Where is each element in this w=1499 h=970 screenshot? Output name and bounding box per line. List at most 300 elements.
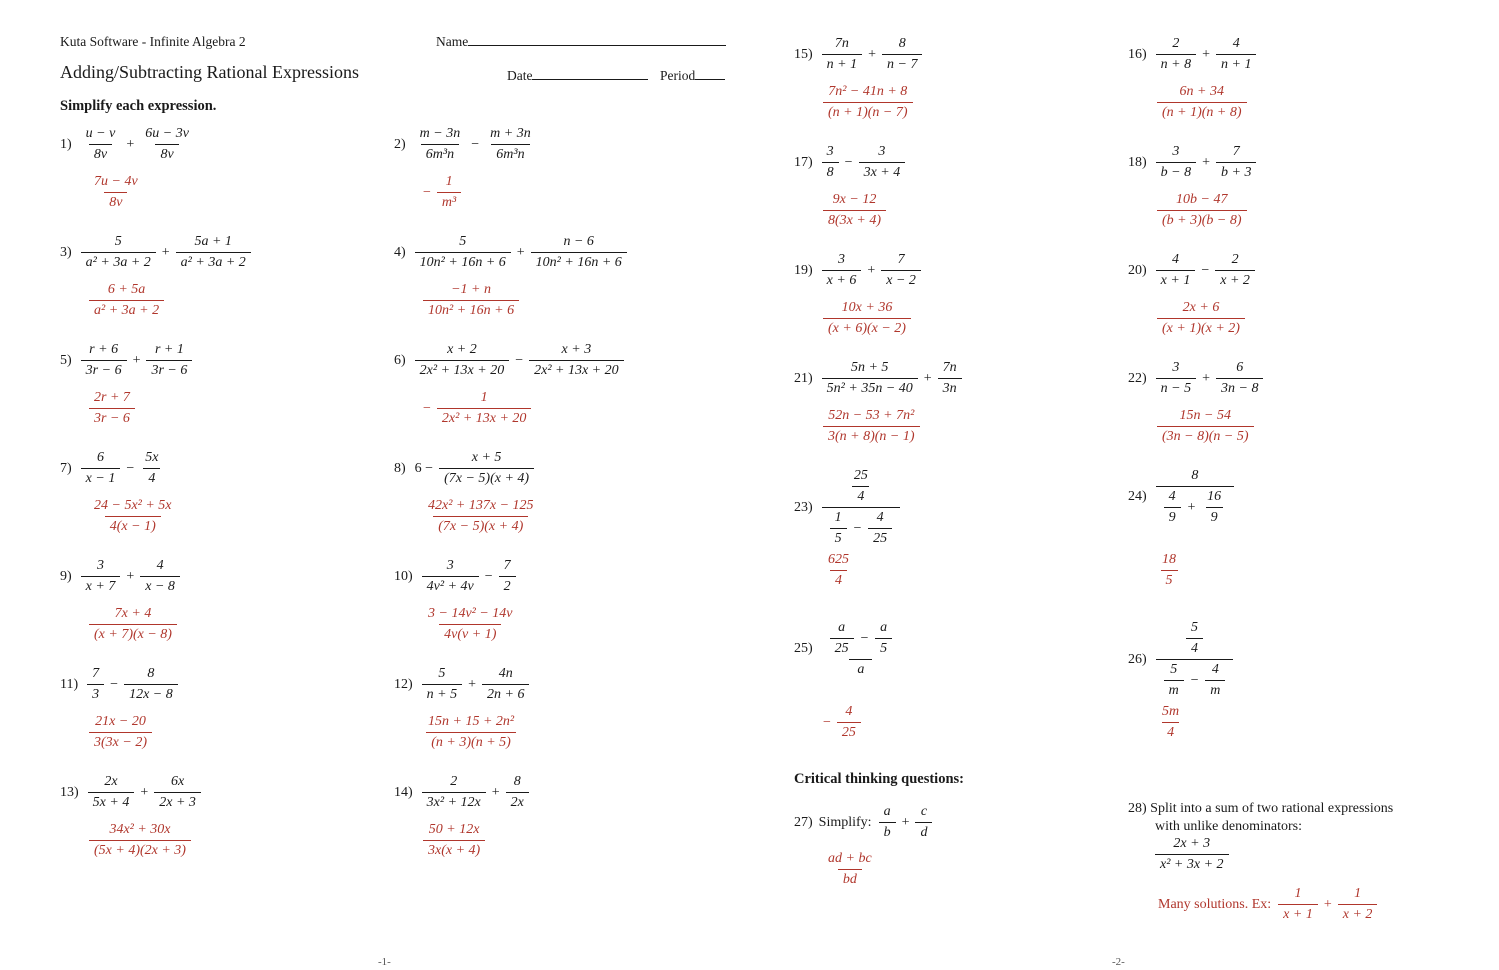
denominator: a² + 3a + 2 [81,252,156,271]
answer-9 [86,606,180,643]
fraction [1157,84,1247,121]
fraction [823,84,913,121]
denominator: 2n + 6 [482,684,529,703]
fraction [1216,144,1256,181]
fraction [823,192,886,229]
instructions: Simplify each expression. [60,98,217,114]
denominator: x + 2 [1215,270,1255,289]
fraction [415,234,511,271]
numerator: 10b − 47 [1176,192,1228,207]
fraction [423,498,539,535]
math-operator: + [1202,370,1211,386]
math-operator: − [844,154,853,170]
problem-26 [1128,620,1236,699]
problem-4 [394,234,630,271]
numerator [841,468,881,507]
denominator: 10n² + 16n + 6 [531,252,627,271]
fraction [439,450,534,487]
numerator: 5 [459,234,467,249]
numerator: 4 [876,510,884,525]
numerator: 2x [104,774,118,789]
fraction [875,620,892,657]
answer-23 [820,552,857,589]
fraction [1164,489,1181,526]
answer-7 [86,498,180,535]
problem-expression [1153,360,1267,397]
numerator: 25 [853,468,868,483]
q27-expression [876,804,936,841]
problem-number: 17) [794,154,813,170]
denominator: 12x − 8 [124,684,178,703]
fraction [1186,620,1203,657]
fraction [822,252,862,289]
q28-answer-text: Many solutions. Ex: [1158,896,1272,912]
fraction [1156,252,1196,289]
problem-number: 22) [1128,370,1147,386]
numerator: 50 + 12x [428,822,480,837]
q28-expression [1152,836,1232,873]
numerator: 7n² − 41n + 8 [828,84,908,99]
problem-number: 16) [1128,46,1147,62]
denominator: x + 6 [822,270,862,289]
problem-number: 7) [60,460,72,476]
numerator: 2x + 3 [1173,836,1211,851]
answer-8 [420,498,542,535]
critical-thinking-heading: Critical thinking questions: [794,771,964,787]
fraction [89,390,135,427]
numerator: 1 [834,510,842,525]
numerator: 4 [1172,252,1179,267]
fraction [1164,662,1184,699]
fraction [1156,144,1196,181]
problem-5 [60,342,195,379]
numerator: 1 [445,174,453,189]
fraction [938,360,962,397]
problem-19 [794,252,924,289]
fraction [822,468,900,547]
fraction [882,36,922,73]
numerator [822,620,900,659]
denominator: n + 8 [1156,54,1196,73]
worksheet-title: Adding/Subtracting Rational Expressions [60,62,359,82]
fraction [499,558,516,595]
denominator: 5 [875,638,892,657]
math-operator: + [126,568,135,584]
answer-6 [420,390,534,427]
numerator [1178,620,1211,659]
denominator: (n + 1)(n − 7) [823,102,913,121]
denominator: 6m³n [491,144,529,163]
numerator: 4n [498,666,513,681]
fraction [81,126,121,163]
denominator: (x + 1)(x + 2) [1157,318,1245,337]
denominator: n − 7 [882,54,922,73]
fraction [124,666,178,703]
denominator: 25 [837,722,861,741]
problem-number: 3) [60,244,72,260]
problem-21 [794,360,965,397]
denominator: 3r − 6 [81,360,127,379]
problem-number: 11) [60,676,79,692]
numerator: a [883,804,891,819]
fraction [415,126,466,163]
math-operator: + [1323,896,1332,912]
problem-27 [794,804,935,841]
numerator: 6u − 3v [145,126,189,141]
numerator: 3 [1172,360,1180,375]
q27-answer [820,851,880,888]
q28-answer-expression [1275,886,1380,923]
math-operator: 8 [1191,468,1199,483]
denominator: 4v(v + 1) [439,624,501,643]
fraction [1278,886,1318,923]
problem-23 [794,468,903,547]
problem-expression [819,36,926,73]
fraction [822,36,862,73]
numerator: 8 [513,774,521,789]
numerator: 7n [834,36,849,51]
problem-number: 9) [60,568,72,584]
answer-16 [1154,84,1250,121]
fraction [423,606,518,643]
numerator: 2 [1231,252,1239,267]
numerator: 2r + 7 [94,390,130,405]
q28-line1: Split into a sum of two rational expressions [1150,801,1394,816]
denominator: (3n − 8)(n − 5) [1157,426,1254,445]
numerator: 3 [97,558,104,573]
denominator: b − 8 [1156,162,1196,181]
denominator: 3r − 6 [146,360,192,379]
problem-expression [78,342,196,379]
problem-expression [412,126,539,163]
q28-line2: with unlike denominators: [1155,819,1302,834]
fraction [1156,468,1234,526]
fraction [823,408,920,445]
fraction [422,558,479,595]
numerator: 2x + 6 [1182,300,1220,315]
fraction [89,174,143,211]
denominator: 3x + 4 [859,162,906,181]
fraction [81,450,121,487]
numerator: 3 [446,558,454,573]
problem-25 [794,620,903,678]
name-line [468,45,726,46]
numerator: 7u − 4v [94,174,138,189]
fraction [531,234,627,271]
denominator: 3r − 6 [89,408,135,427]
math-operator: − [110,676,119,692]
problem-16 [1128,36,1259,73]
fraction [87,666,104,703]
math-operator: − [823,714,831,730]
denominator: 4 [143,468,160,487]
numerator: ad + bc [828,851,872,866]
denominator: (x + 7)(x − 8) [89,624,177,643]
math-operator: − [126,460,135,476]
math-operator: − [423,400,431,416]
numerator: 4 [1232,36,1240,51]
math-operator: − [859,630,870,646]
problem-expression [85,774,204,811]
problem-number: 23) [794,499,813,515]
fraction [1216,360,1263,397]
numerator: 625 [828,552,849,567]
problem-number: 26) [1128,651,1147,667]
math-operator: + [901,814,910,830]
denominator: 4 [1162,722,1179,741]
problem-28 [1128,801,1393,817]
denominator: (b + 3)(b − 8) [1157,210,1247,229]
fraction [81,234,156,271]
numerator: 7 [503,558,511,573]
numerator: 3 [838,252,845,267]
fraction [81,558,121,595]
numerator: r + 1 [154,342,184,357]
fraction [837,704,861,741]
fraction [437,174,461,211]
fraction [423,714,519,751]
problem-14 [394,774,532,811]
numerator: 1 [1354,886,1362,901]
problem-number: 12) [394,676,413,692]
math-operator: + [140,784,149,800]
numerator: 16 [1207,489,1222,504]
answer-11 [86,714,155,751]
math-operator: a [857,662,865,677]
problem-7 [60,450,166,487]
numerator: 9x − 12 [832,192,877,207]
answer-17 [820,192,889,229]
problem-15 [794,36,925,73]
denominator [1156,486,1234,526]
math-operator: + [161,244,170,260]
problem-expression [78,126,197,163]
denominator: x + 1 [1156,270,1196,289]
math-operator: − [852,520,863,536]
numerator: x + 2 [447,342,477,357]
denominator: 5 [830,528,847,547]
publisher-label: Kuta Software - Infinite Algebra 2 [60,34,246,49]
answer-20 [1154,300,1248,337]
fraction [140,450,163,487]
denominator: n − 5 [1156,378,1196,397]
denominator: 8v [89,144,112,163]
problem-10 [394,558,519,595]
problem-expression [419,774,532,811]
denominator: x − 1 [81,468,121,487]
fraction [830,620,854,657]
numerator: 3 [1172,144,1180,159]
problem-number: 21) [794,370,813,386]
numerator: 4 [1211,662,1219,677]
problem-17 [794,144,908,181]
denominator: 4v² + 4v [422,576,479,595]
numerator: 4 [156,558,164,573]
math-operator: 6 − [414,460,434,476]
name-label: Name [436,34,469,49]
numerator: 2 [450,774,458,789]
period-field [660,68,725,84]
numerator: 52n − 53 + 7n² [828,408,915,423]
problem-expression [1153,620,1237,699]
numerator: m − 3n [419,126,461,141]
fraction [1157,192,1247,229]
math-operator: − [1201,262,1210,278]
numerator: 15n − 54 [1179,408,1231,423]
fraction [146,342,192,379]
numerator: 6 [97,450,104,465]
problem-number: 28) [1128,801,1147,816]
numerator: 10x + 36 [841,300,893,315]
answer-4 [420,282,522,319]
q27-text: Simplify: [818,814,872,830]
problem-expression [412,342,627,379]
denominator: 6m³n [421,144,459,163]
math-operator: + [126,136,135,152]
math-operator: + [923,370,932,386]
answer-14 [420,822,488,859]
denominator: 4(x − 1) [105,516,161,535]
fraction [879,804,896,841]
problem-expression [78,450,167,487]
problem-number: 20) [1128,262,1147,278]
fraction [1157,704,1184,741]
problem-expression [78,234,254,271]
fraction [154,774,201,811]
date-field [507,68,648,84]
problem-number: 6) [394,352,406,368]
math-operator: − [471,136,480,152]
numerator: 5n + 5 [850,360,889,375]
numerator: x + 3 [561,342,592,357]
fraction [881,252,921,289]
math-operator: + [1202,154,1211,170]
denominator: 3(n + 8)(n − 1) [823,426,920,445]
denominator: 3(3x − 2) [89,732,152,751]
denominator: 25 [830,638,854,657]
problem-22 [1128,360,1266,397]
denominator [822,507,900,547]
problem-expression [78,558,183,595]
answer-19 [820,300,914,337]
denominator: x² + 3x + 2 [1155,854,1229,873]
fraction [423,282,519,319]
fraction [176,234,251,271]
numerator: −1 + n [451,282,491,297]
problem-expression [1153,252,1258,289]
fraction [822,620,900,678]
answer-26 [1154,704,1187,741]
denominator: 2x² + 13x + 20 [529,360,624,379]
numerator: r + 6 [89,342,119,357]
denominator: a² + 3a + 2 [176,252,251,271]
fraction [823,300,911,337]
fraction [822,144,839,181]
denominator: a² + 3a + 2 [89,300,164,319]
denominator: 3x² + 12x [422,792,486,811]
problem-24 [1128,468,1237,526]
numerator: 15n + 15 + 2n² [428,714,515,729]
fraction [437,390,532,427]
denominator: 10n² + 16n + 6 [423,300,519,319]
denominator: 10n² + 16n + 6 [415,252,511,271]
denominator: (n + 1)(n + 8) [1157,102,1247,121]
denominator: 8(3x + 4) [823,210,886,229]
answer-2 [420,174,464,211]
fraction [823,851,877,888]
problem-1 [60,126,197,163]
numerator: 1 [1294,886,1302,901]
fraction [89,714,152,751]
math-operator: + [468,676,477,692]
answer-24 [1154,552,1184,589]
problem-number: 15) [794,46,813,62]
problem-expression [819,252,924,289]
problem-number: 5) [60,352,72,368]
denominator: m³ [437,192,461,211]
denominator: (7x − 5)(x + 4) [433,516,528,535]
problem-number: 4) [394,244,406,260]
fraction [140,126,194,163]
denominator: n + 1 [1216,54,1256,73]
denominator: 2x + 3 [154,792,201,811]
problem-expression [1153,468,1237,526]
denominator: 8v [104,192,127,211]
denominator: 2x² + 13x + 20 [437,408,532,427]
fraction [89,606,177,643]
denominator: 4 [852,486,869,505]
fraction [915,804,932,841]
answer-1 [86,174,146,211]
numerator: 5a + 1 [194,234,232,249]
denominator: b + 3 [1216,162,1256,181]
denominator: 3n − 8 [1216,378,1263,397]
numerator: 21x − 20 [95,714,146,729]
math-operator: − [515,352,524,368]
answer-22 [1154,408,1257,445]
problem-expression [1153,36,1260,73]
problem-expression [1153,144,1260,181]
problem-expression [819,144,909,181]
fraction [1157,408,1254,445]
numerator: 18 [1162,552,1176,567]
denominator: 8 [822,162,839,181]
denominator: (n + 3)(n + 5) [426,732,516,751]
problem-number: 10) [394,568,413,584]
denominator: 2x [506,792,529,811]
math-operator: − [423,184,431,200]
problem-number: 14) [394,784,413,800]
fraction [423,822,485,859]
fraction [1338,886,1378,923]
denominator: x − 2 [881,270,921,289]
fraction [1156,36,1196,73]
denominator: 5 [1161,570,1178,589]
denominator: n + 5 [422,684,462,703]
denominator: x + 7 [81,576,121,595]
numerator: x + 5 [471,450,502,465]
problem-number: 25) [794,641,813,656]
answer-21 [820,408,923,445]
math-operator: + [132,352,141,368]
denominator: 4 [1186,638,1203,657]
problem-number: 27) [794,814,813,830]
problem-expression [84,666,181,703]
fraction [422,774,486,811]
denominator: 5n² + 35n − 40 [822,378,918,397]
numerator: 7 [92,666,100,681]
denominator: b [879,822,896,841]
